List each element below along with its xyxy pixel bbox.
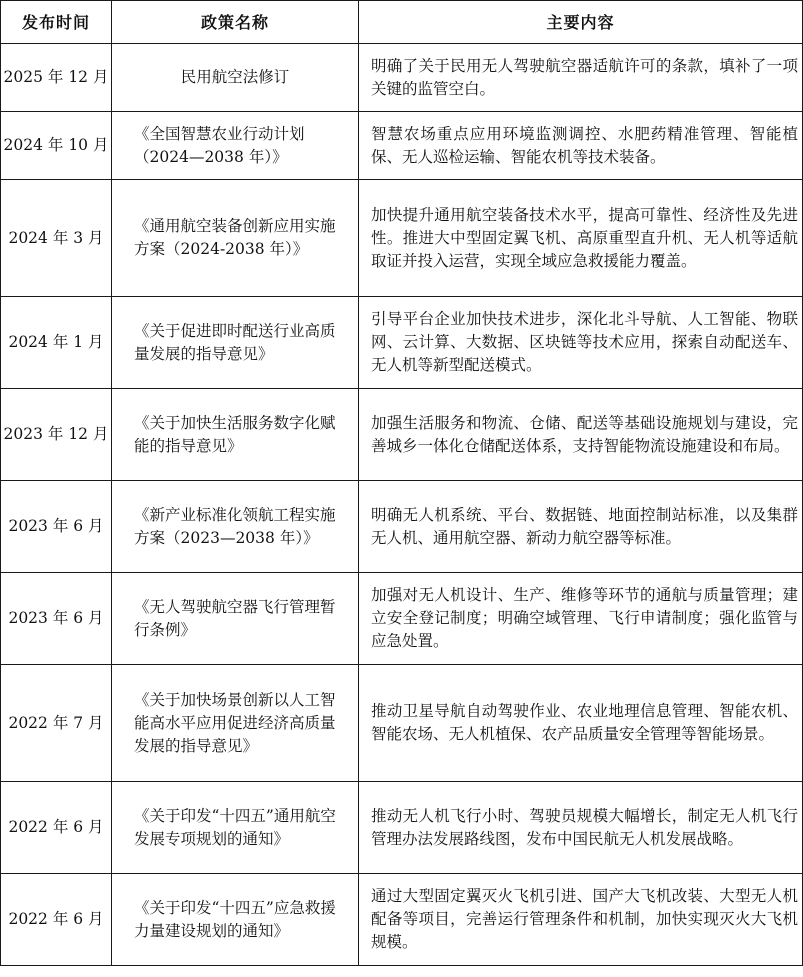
- row-content: 推动无人机飞行小时、驾驶员规模大幅增长，制定无人机飞行管理办法发展路线图，发布中国民航无人机发展战略。: [359, 782, 803, 874]
- table-row: [1, 44, 803, 112]
- row-policy-name: 《无人驾驶航空器飞行管理暂行条例》: [112, 573, 359, 665]
- row-policy-name: 民用航空法修订: [112, 44, 359, 112]
- row-policy-name: 《关于加快场景创新以人工智能高水平应用促进经济高质量发展的指导意见》: [112, 665, 359, 782]
- header-date: 发布时间: [1, 1, 112, 44]
- row-date: 2025 年 12 月: [1, 44, 112, 112]
- row-policy-name: 《关于印发“十四五”应急救援力量建设规划的通知》: [112, 874, 359, 966]
- row-policy-name: 《关于促进即时配送行业高质量发展的指导意见》: [112, 297, 359, 389]
- header-policy-name: 政策名称: [112, 1, 359, 44]
- header-row: [1, 1, 803, 44]
- table-row: [1, 573, 803, 665]
- row-date: 2022 年 7 月: [1, 665, 112, 782]
- row-policy-name: 《全国智慧农业行动计划（2024—2038 年）》: [112, 112, 359, 180]
- row-date: 2024 年 10 月: [1, 112, 112, 180]
- row-date: 2024 年 1 月: [1, 297, 112, 389]
- row-content: 加强生活服务和物流、仓储、配送等基础设施规划与建设，完善城乡一体化仓储配送体系，支持智能物流设施建设和布局。: [359, 389, 803, 481]
- row-date: 2023 年 12 月: [1, 389, 112, 481]
- row-date: 2022 年 6 月: [1, 782, 112, 874]
- row-content: 推动卫星导航自动驾驶作业、农业地理信息管理、智能农机、智能农场、无人机植保、农产品质量安全管理等智能场景。: [359, 665, 803, 782]
- row-date: 2023 年 6 月: [1, 481, 112, 573]
- row-content: 加强对无人机设计、生产、维修等环节的通航与质量管理；建立安全登记制度；明确空域管理、飞行申请制度；强化监管与应急处置。: [359, 573, 803, 665]
- row-content: 智慧农场重点应用环境监测调控、水肥药精准管理、智能植保、无人巡检运输、智能农机等技术装备。: [359, 112, 803, 180]
- row-policy-name: 《通用航空装备创新应用实施方案（2024-2038 年）》: [112, 180, 359, 297]
- table-row: [1, 180, 803, 297]
- row-content: 明确了关于民用无人驾驶航空器适航许可的条款，填补了一项关键的监管空白。: [359, 44, 803, 112]
- row-date: 2022 年 6 月: [1, 874, 112, 966]
- table-row: [1, 665, 803, 782]
- header-main-content: 主要内容: [359, 1, 803, 44]
- row-date: 2024 年 3 月: [1, 180, 112, 297]
- row-content: 明确无人机系统、平台、数据链、地面控制站标准，以及集群无人机、通用航空器、新动力航空器等标准。: [359, 481, 803, 573]
- row-policy-name: 《关于加快生活服务数字化赋能的指导意见》: [112, 389, 359, 481]
- table-row: [1, 389, 803, 481]
- table-row: [1, 481, 803, 573]
- table-row: [1, 874, 803, 966]
- row-policy-name: 《新产业标准化领航工程实施方案（2023—2038 年）》: [112, 481, 359, 573]
- table-row: [1, 297, 803, 389]
- row-content: 引导平台企业加快技术进步，深化北斗导航、人工智能、物联网、云计算、大数据、区块链等技术应用，探索自动配送车、无人机等新型配送模式。: [359, 297, 803, 389]
- row-policy-name: 《关于印发“十四五”通用航空发展专项规划的通知》: [112, 782, 359, 874]
- row-content: 通过大型固定翼灭火飞机引进、国产大飞机改装、大型无人机配备等项目，完善运行管理条件和机制，加快实现灭火大飞机规模。: [359, 874, 803, 966]
- table-row: [1, 112, 803, 180]
- row-content: 加快提升通用航空装备技术水平，提高可靠性、经济性及先进性。推进大中型固定翼飞机、高原重型直升机、无人机等适航取证并投入运营，实现全域应急救援能力覆盖。: [359, 180, 803, 297]
- row-date: 2023 年 6 月: [1, 573, 112, 665]
- table-row: [1, 782, 803, 874]
